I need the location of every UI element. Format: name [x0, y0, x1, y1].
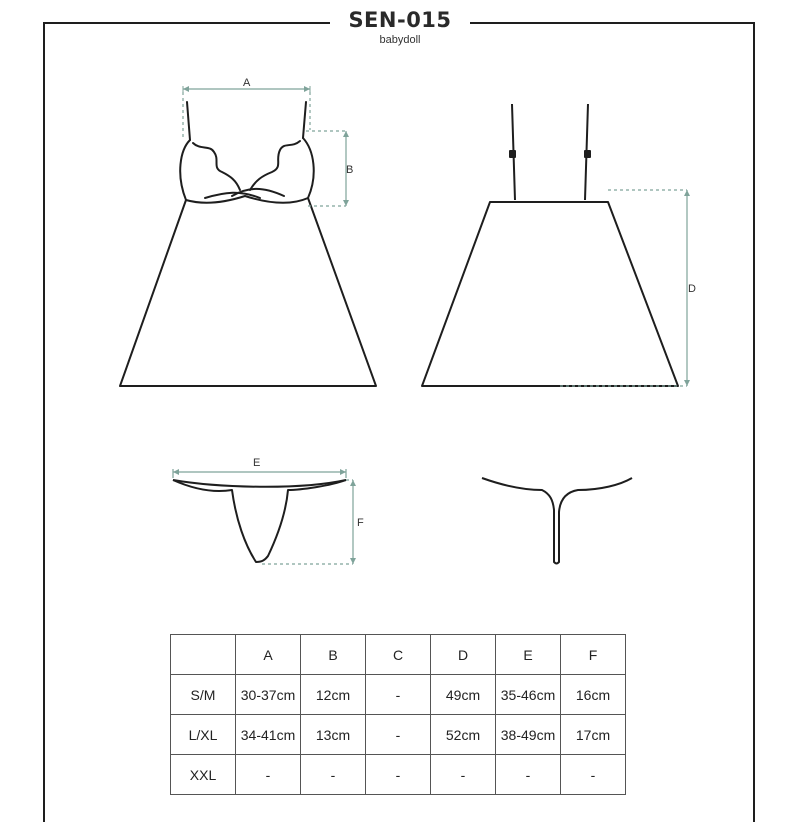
table-cell: 34-41cm	[236, 715, 301, 755]
strap-slider-left	[510, 151, 515, 157]
size-label-xxl: XXL	[171, 755, 236, 795]
table-cell: -	[496, 755, 561, 795]
table-cell: 12cm	[301, 675, 366, 715]
size-table-corner-cell	[171, 635, 236, 675]
table-row	[171, 675, 626, 715]
table-cell: 38-49cm	[496, 715, 561, 755]
table-cell: 35-46cm	[496, 675, 561, 715]
dimension-label-d: D	[688, 283, 696, 295]
table-cell: -	[366, 715, 431, 755]
table-row	[171, 755, 626, 795]
product-code: SEN-015	[348, 8, 452, 32]
dimension-label-a: A	[243, 77, 251, 89]
dimension-label-b: B	[346, 164, 354, 176]
dimension-lines	[173, 86, 687, 564]
table-cell: -	[301, 755, 366, 795]
column-header-d: D	[431, 635, 496, 675]
babydoll-back-drawing	[422, 104, 678, 386]
product-type: babydoll	[379, 34, 421, 46]
table-row	[171, 715, 626, 755]
size-label-lxl: L/XL	[171, 715, 236, 755]
size-table	[170, 634, 626, 795]
table-cell: -	[366, 755, 431, 795]
thong-front-drawing	[173, 480, 346, 562]
table-cell: -	[366, 675, 431, 715]
table-cell: 17cm	[561, 715, 626, 755]
babydoll-front-drawing	[120, 102, 376, 386]
table-cell: -	[236, 755, 301, 795]
size-label-sm: S/M	[171, 675, 236, 715]
table-cell: 13cm	[301, 715, 366, 755]
column-header-b: B	[301, 635, 366, 675]
thong-back-drawing	[482, 478, 632, 564]
table-cell: 16cm	[561, 675, 626, 715]
table-cell: -	[561, 755, 626, 795]
size-table-header-row	[171, 635, 626, 675]
strap-slider-right	[585, 151, 590, 157]
table-cell: 30-37cm	[236, 675, 301, 715]
dimension-label-e: E	[253, 457, 261, 469]
dimension-label-f: F	[357, 517, 364, 529]
column-header-e: E	[496, 635, 561, 675]
table-cell: 52cm	[431, 715, 496, 755]
dimension-arrows	[173, 86, 690, 564]
table-cell: 49cm	[431, 675, 496, 715]
table-cell: -	[431, 755, 496, 795]
column-header-a: A	[236, 635, 301, 675]
column-header-f: F	[561, 635, 626, 675]
column-header-c: C	[366, 635, 431, 675]
